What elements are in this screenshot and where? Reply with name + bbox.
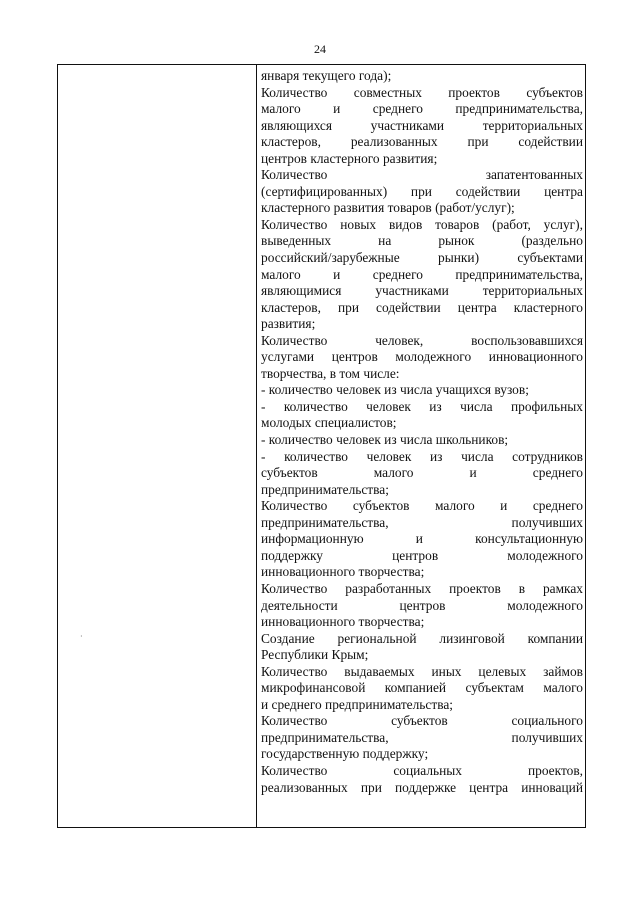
text-line: - количество человек из числа школьников; bbox=[261, 432, 509, 448]
text-line: творчества, в том числе: bbox=[261, 365, 400, 381]
text-line: предпринимательства, получивших bbox=[261, 729, 583, 745]
page-number: 24 bbox=[314, 42, 326, 56]
text-line: предпринимательства, получивших bbox=[261, 514, 583, 530]
text-line: кластеров, при содействии центра кластерного bbox=[261, 299, 583, 315]
text-line: малого и среднего предпринимательства, bbox=[261, 101, 583, 117]
text-line: Количество субъектов малого и среднего bbox=[261, 498, 583, 514]
text-line: Количество субъектов социального bbox=[261, 713, 583, 729]
text-line: являющихся участниками территориальных bbox=[261, 117, 583, 133]
text-line: реализованных при поддержке центра инноваций bbox=[261, 779, 583, 795]
text-line: субъектов малого и среднего bbox=[261, 465, 583, 481]
text-line: инновационного творчества; bbox=[261, 564, 425, 580]
text-line: услугами центров молодежного инновационного bbox=[261, 349, 583, 365]
text-line: инновационного творчества; bbox=[261, 614, 425, 630]
text-line: малого и среднего предпринимательства, bbox=[261, 266, 583, 282]
stray-mark: · bbox=[80, 632, 83, 641]
text-line: Количество разработанных проектов в рамках bbox=[261, 580, 583, 596]
column-divider bbox=[256, 65, 257, 827]
text-line: центров кластерного развития; bbox=[261, 150, 438, 166]
text-line: января текущего года); bbox=[261, 68, 392, 83]
text-line: российский/зарубежные рынки) субъектами bbox=[261, 250, 583, 266]
text-line: Количество социальных проектов, bbox=[261, 762, 583, 778]
text-line: Количество человек, воспользовавшихся bbox=[261, 332, 583, 348]
text-line: развития; bbox=[261, 316, 316, 332]
text-line: поддержку центров молодежного bbox=[261, 547, 583, 563]
text-line: информационную и консультационную bbox=[261, 531, 583, 547]
text-line: Количество совместных проектов субъектов bbox=[261, 84, 583, 100]
text-line: микрофинансовой компанией субъектам малого bbox=[261, 680, 583, 696]
text-line: деятельности центров молодежного bbox=[261, 597, 583, 613]
text-line: кластерного развития товаров (работ/услуг); bbox=[261, 200, 515, 216]
text-line: Количество выдаваемых иных целевых займов bbox=[261, 663, 583, 679]
indicator-list-cell bbox=[261, 68, 583, 796]
text-line: государственную поддержку; bbox=[261, 746, 429, 762]
text-line: - количество человек из числа сотрудников bbox=[261, 448, 583, 464]
text-line: кластеров, реализованных при содействии bbox=[261, 134, 583, 150]
text-line: (сертифицированных) при содействии центра bbox=[261, 183, 583, 199]
text-line: Создание региональной лизинговой компании bbox=[261, 630, 583, 646]
text-line: являющимися участниками территориальных bbox=[261, 283, 583, 299]
indicator-table bbox=[57, 64, 586, 828]
text-line: Количество новых видов товаров (работ, услуг), bbox=[261, 216, 583, 232]
text-line: Республики Крым; bbox=[261, 647, 369, 663]
text-line: - количество человек из числа профильных bbox=[261, 398, 583, 414]
text-line: Количество запатентованных bbox=[261, 167, 583, 183]
text-line: - количество человек из числа учащихся вузов; bbox=[261, 382, 529, 398]
text-line: молодых специалистов; bbox=[261, 415, 397, 431]
text-line: предпринимательства; bbox=[261, 481, 389, 497]
text-line: и среднего предпринимательства; bbox=[261, 696, 454, 712]
text-line: выведенных на рынок (раздельно bbox=[261, 233, 583, 249]
